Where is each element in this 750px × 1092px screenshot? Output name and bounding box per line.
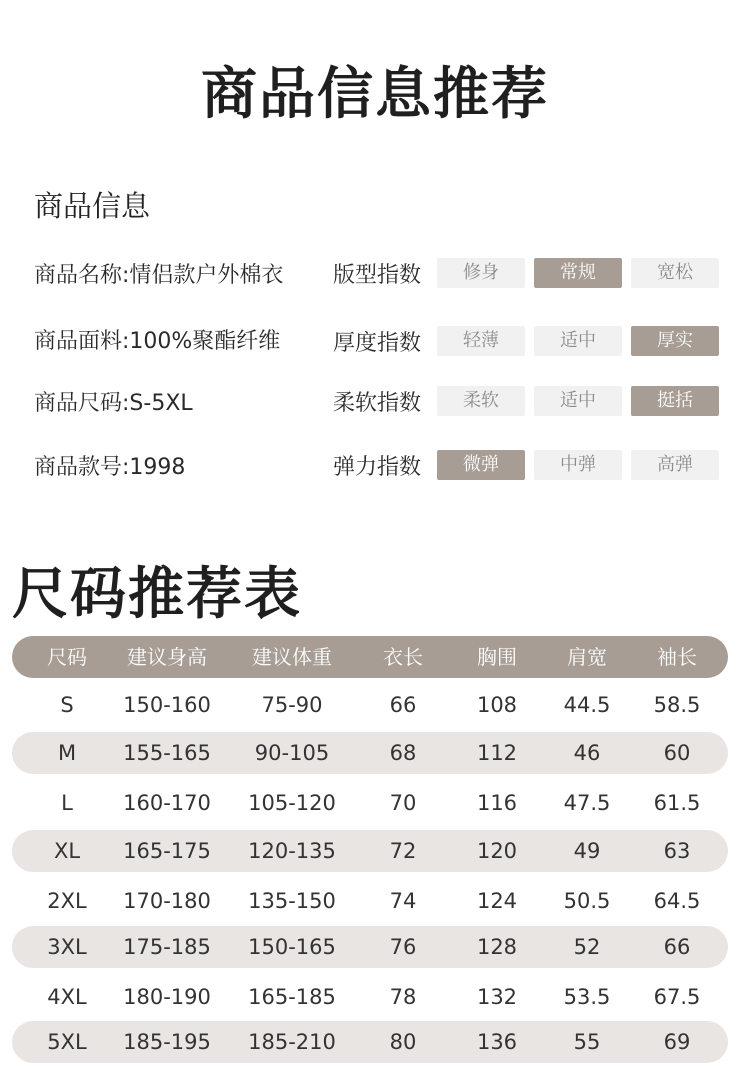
cell-chest: 112 [476,741,518,765]
header-size: 尺码 [47,645,87,669]
header-chest: 胸围 [477,645,517,669]
fit-option-loose: 宽松 [631,258,719,288]
cell-length: 78 [389,985,417,1009]
cell-size: M [57,741,77,765]
cell-chest: 132 [476,985,518,1009]
cell-length: 70 [389,791,417,815]
softness-option-medium: 适中 [534,386,622,416]
table-row [12,926,728,968]
cell-weight: 90-105 [254,741,330,765]
cell-weight: 165-185 [248,985,336,1009]
cell-height: 165-175 [123,839,211,863]
cell-chest: 116 [476,791,518,815]
cell-weight: 75-90 [261,693,323,717]
table-row [12,1021,728,1063]
cell-weight: 150-165 [248,935,336,959]
cell-weight: 185-210 [248,1030,336,1054]
cell-shoulder: 47.5 [563,791,611,815]
softness-option-soft: 柔软 [437,386,525,416]
cell-shoulder: 44.5 [563,693,611,717]
fit-option-slim: 修身 [437,258,525,288]
cell-size: 4XL [47,985,87,1009]
thickness-option-medium: 适中 [534,326,622,356]
header-length: 衣长 [383,645,423,669]
cell-sleeve: 67.5 [653,985,701,1009]
cell-shoulder: 46 [573,741,601,765]
cell-height: 150-160 [123,693,211,717]
size-table-title: 尺码推荐表 [12,562,302,627]
softness-option-stiff: 挺括 [631,386,719,416]
elasticity-index-label: 弹力指数 [333,455,422,480]
cell-chest: 120 [476,839,518,863]
info-heading: 商品信息 [34,189,151,223]
cell-sleeve: 66 [663,935,691,959]
table-row [12,732,728,774]
cell-weight: 105-120 [248,791,336,815]
cell-sleeve: 58.5 [653,693,701,717]
elasticity-option-slight: 微弹 [437,450,525,480]
product-name: 商品名称:情侣款户外棉衣 [34,263,284,288]
cell-shoulder: 50.5 [563,889,611,913]
cell-size: S [60,693,74,717]
size-table-header [12,636,728,678]
softness-index-label: 柔软指数 [333,391,422,416]
thickness-option-thin: 轻薄 [437,326,525,356]
cell-length: 72 [389,839,417,863]
page-title: 商品信息推荐 [201,62,549,127]
fit-option-regular: 常规 [534,258,622,288]
cell-sleeve: 60 [663,741,691,765]
elasticity-option-medium: 中弹 [534,450,622,480]
header-sleeve: 袖长 [657,645,697,669]
thickness-option-thick: 厚实 [631,326,719,356]
cell-height: 185-195 [123,1030,211,1054]
table-row [12,830,728,872]
cell-size: 3XL [47,935,87,959]
thickness-index-label: 厚度指数 [333,331,422,356]
header-height: 建议身高 [127,645,207,669]
fit-index-label: 版型指数 [333,263,422,288]
cell-sleeve: 69 [663,1030,691,1054]
product-model: 商品款号:1998 [34,455,186,480]
product-size-range: 商品尺码:S-5XL [34,391,193,416]
cell-weight: 120-135 [248,839,336,863]
elasticity-option-high: 高弹 [631,450,719,480]
cell-shoulder: 49 [573,839,601,863]
cell-chest: 136 [476,1030,518,1054]
table-row [12,880,728,922]
cell-weight: 135-150 [248,889,336,913]
cell-size: 5XL [47,1030,87,1054]
cell-size: 2XL [47,889,87,913]
cell-height: 160-170 [123,791,211,815]
cell-shoulder: 52 [573,935,601,959]
cell-height: 170-180 [123,889,211,913]
cell-length: 66 [389,693,417,717]
cell-chest: 108 [476,693,518,717]
cell-shoulder: 55 [573,1030,601,1054]
product-fabric: 商品面料:100%聚酯纤维 [34,329,281,354]
cell-height: 155-165 [123,741,211,765]
cell-sleeve: 64.5 [653,889,701,913]
cell-height: 175-185 [123,935,211,959]
cell-height: 180-190 [123,985,211,1009]
table-row [12,976,728,1018]
cell-length: 76 [389,935,417,959]
cell-sleeve: 61.5 [653,791,701,815]
cell-size: XL [53,839,81,863]
cell-length: 68 [389,741,417,765]
table-row [12,782,728,824]
cell-shoulder: 53.5 [563,985,611,1009]
cell-length: 74 [389,889,417,913]
header-shoulder: 肩宽 [567,645,607,669]
cell-chest: 124 [476,889,518,913]
table-row [12,684,728,726]
header-weight: 建议体重 [252,645,332,669]
cell-length: 80 [389,1030,417,1054]
cell-size: L [61,791,73,815]
cell-sleeve: 63 [663,839,691,863]
cell-chest: 128 [476,935,518,959]
